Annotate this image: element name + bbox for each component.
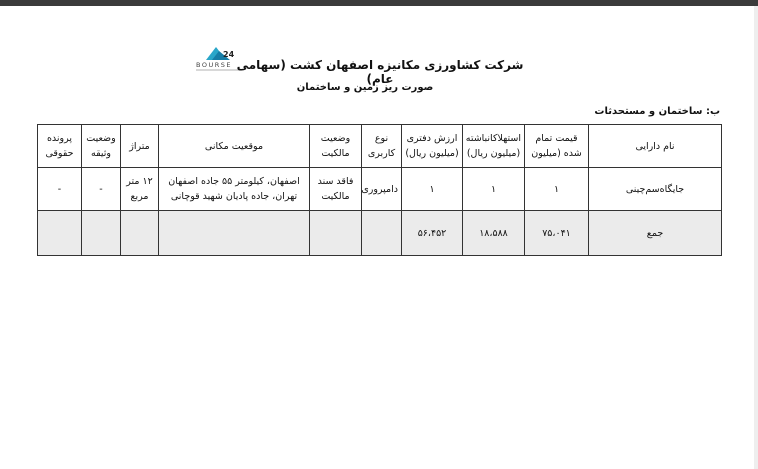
total-empty-cell bbox=[362, 211, 402, 256]
total-empty-cell bbox=[38, 211, 82, 256]
cell-area: ۱۲ متر مربع bbox=[121, 168, 159, 211]
cell-cost: ۱ bbox=[525, 168, 589, 211]
total-empty-cell bbox=[121, 211, 159, 256]
cell-collateral: - bbox=[82, 168, 121, 211]
header-collateral: وضعیت وثیقه bbox=[82, 125, 121, 168]
total-empty-cell bbox=[82, 211, 121, 256]
cell-legal: - bbox=[38, 168, 82, 211]
top-bar bbox=[0, 0, 758, 6]
header-depreciation: استهلاکانباشته (میلیون ریال) bbox=[463, 125, 525, 168]
total-cost: ۷۵،۰۴۱ bbox=[525, 211, 589, 256]
total-depreciation: ۱۸،۵۸۸ bbox=[463, 211, 525, 256]
total-book-value: ۵۶،۴۵۲ bbox=[402, 211, 463, 256]
header-legal: پرونده حقوقی bbox=[38, 125, 82, 168]
cell-asset-name: جایگاه‌سم‌چینی bbox=[589, 168, 722, 211]
cell-book-value: ۱ bbox=[402, 168, 463, 211]
section-title: ب: ساختمان و مستحدثات bbox=[594, 106, 720, 117]
header-book-value: ارزش دفتری (میلیون ریال) bbox=[402, 125, 463, 168]
header-cost: قیمت تمام شده (میلیون bbox=[525, 125, 589, 168]
svg-text:24: 24 bbox=[223, 50, 235, 59]
total-empty-cell bbox=[159, 211, 310, 256]
cell-usage: دامپروری bbox=[362, 168, 402, 211]
header-ownership: وضعیت مالکیت bbox=[310, 125, 362, 168]
cell-ownership: فاقد سند مالکیت bbox=[310, 168, 362, 211]
logo-text: BOURSE bbox=[196, 61, 232, 69]
cell-depreciation: ۱ bbox=[463, 168, 525, 211]
assets-table bbox=[37, 124, 722, 256]
table-row bbox=[38, 168, 722, 211]
cell-location: اصفهان، کیلومتر ۵۵ جاده اصفهان تهران، جاده پادیان شهید قوچانی bbox=[159, 168, 310, 211]
header-asset-name: نام دارایی bbox=[589, 125, 722, 168]
total-empty-cell bbox=[310, 211, 362, 256]
table-header-row bbox=[38, 125, 722, 168]
total-label: جمع bbox=[589, 211, 722, 256]
header-location: موقعیت مکانی bbox=[159, 125, 310, 168]
total-row bbox=[38, 211, 722, 256]
report-subtitle: صورت ریز زمین و ساختمان bbox=[296, 82, 434, 93]
header-area: متراژ bbox=[121, 125, 159, 168]
document-header bbox=[0, 40, 758, 100]
company-title: شرکت کشاورزی مکانیزه اصفهان کشت (سهامی عام) bbox=[236, 58, 524, 86]
header-usage: نوع کاربری bbox=[362, 125, 402, 168]
